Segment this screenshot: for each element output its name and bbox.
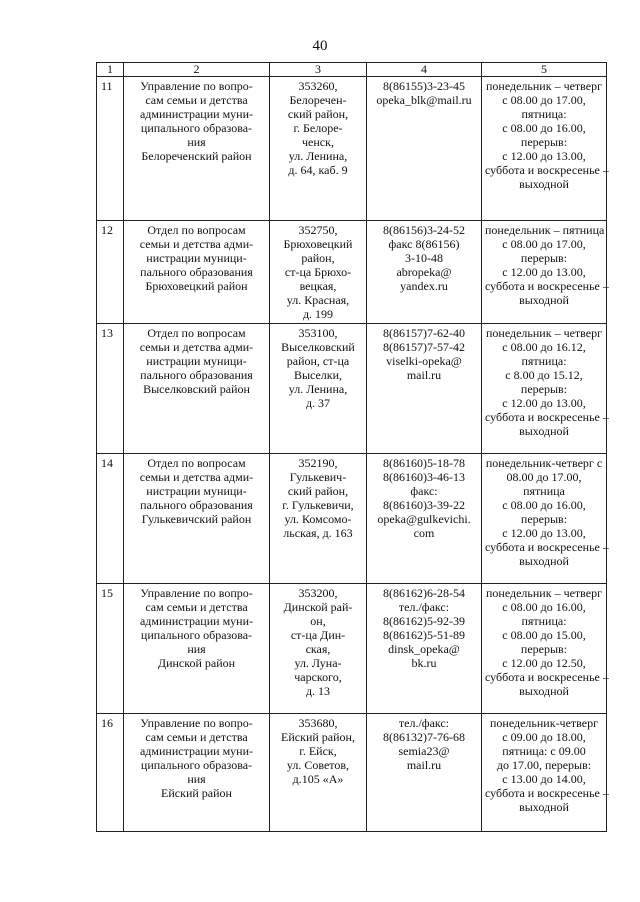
organization-name-line: пального образования <box>140 265 253 279</box>
contacts-cell <box>367 221 482 324</box>
address-line: ст-ца Дин- <box>290 628 346 642</box>
column-header: 5 <box>482 63 607 77</box>
organization-name-line: ципального образова- <box>140 628 253 642</box>
organization-name-line: Управление по вопро- <box>140 716 253 730</box>
table-row <box>97 584 607 714</box>
organization-name-cell <box>124 221 270 324</box>
schedule-line: понедельник – четверг <box>485 326 603 340</box>
organization-name-line: пального образования <box>140 368 253 382</box>
organization-name-line: семьи и детства адми- <box>139 470 254 484</box>
schedule-line: понедельник-четверг с <box>485 456 603 470</box>
row-number: 11 <box>97 77 124 221</box>
contacts-line: viselki-opeka@ <box>386 354 462 368</box>
address-line: ул. Ленина, <box>288 149 348 163</box>
organization-name-line: Ейский район <box>161 786 232 800</box>
schedule-line: перерыв: <box>520 135 568 149</box>
contacts-line: abropeka@ <box>396 265 452 279</box>
organization-name-line: ципального образова- <box>140 121 253 135</box>
contacts-line: bk.ru <box>411 656 437 670</box>
schedule-line: понедельник-четверг <box>489 716 599 730</box>
address-cell <box>270 714 367 832</box>
organization-name-line: Динской район <box>157 656 236 670</box>
schedule-line: 08.00 до 17.00, <box>506 470 582 484</box>
schedule-line: суббота и воскресенье – <box>485 163 609 177</box>
schedule-line: выходной <box>519 800 569 814</box>
contacts-line: тел./факс: <box>398 600 450 614</box>
schedule-cell <box>482 584 607 714</box>
contacts-line: 8(86132)7-76-68 <box>383 730 465 744</box>
schedule-line: с 09.00 до 18.00, <box>502 730 586 744</box>
address-line: ул. Советов, <box>286 758 350 772</box>
row-number: 16 <box>97 714 124 832</box>
schedule-line: понедельник – пятница <box>485 223 605 237</box>
address-line: чарского, <box>294 670 342 684</box>
address-line: Ейский район, <box>281 730 355 744</box>
schedule-line: с 12.00 до 12.50, <box>502 656 586 670</box>
address-line: Гулькевич- <box>289 470 347 484</box>
organization-name-line: нистрации муници- <box>146 484 247 498</box>
address-line: г. Белоре- <box>293 121 343 135</box>
schedule-line: выходной <box>519 424 569 438</box>
organization-name-line: нистрации муници- <box>146 251 247 265</box>
address-line: он, <box>310 614 326 628</box>
address-line: г. Гулькевичи, <box>282 498 354 512</box>
organization-name-line: Управление по вопро- <box>140 586 253 600</box>
address-line: ская, <box>305 642 331 656</box>
contacts-table <box>96 62 607 832</box>
organization-name-line: Управление по вопро- <box>140 79 253 93</box>
schedule-cell <box>482 77 607 221</box>
organization-name-line: администрации муни- <box>139 744 254 758</box>
address-line: ст-ца Брюхо- <box>284 265 352 279</box>
table-row <box>97 714 607 832</box>
schedule-line: суббота и воскресенье – <box>485 279 609 293</box>
address-line: 353680, <box>298 716 338 730</box>
contacts-line: 8(86160)5-18-78 <box>383 456 465 470</box>
address-line: 352190, <box>298 456 338 470</box>
organization-name-cell <box>124 584 270 714</box>
table-header-row <box>97 63 607 77</box>
table-row <box>97 77 607 221</box>
contacts-line: 8(86157)7-57-42 <box>383 340 465 354</box>
organization-name-line: пального образования <box>140 498 253 512</box>
address-line: район, <box>301 251 335 265</box>
row-number: 12 <box>97 221 124 324</box>
column-header: 4 <box>367 63 482 77</box>
organization-name-line: Гулькевичский район <box>141 512 252 526</box>
row-number: 15 <box>97 584 124 714</box>
organization-name-line: ния <box>187 772 206 786</box>
organization-name-line: ципального образова- <box>140 758 253 772</box>
address-line: 353100, <box>298 326 338 340</box>
schedule-line: с 08.00 до 17.00, <box>502 237 586 251</box>
address-line: 353260, <box>298 79 338 93</box>
contacts-line: mail.ru <box>406 368 442 382</box>
schedule-line: пятница <box>523 484 565 498</box>
column-header: 2 <box>124 63 270 77</box>
schedule-line: понедельник – четверг <box>485 79 603 93</box>
address-line: ул. Луна- <box>294 656 342 670</box>
address-line: ченск, <box>302 135 334 149</box>
organization-name-line: Отдел по вопросам <box>147 223 246 237</box>
contacts-line: тел./факс: <box>398 716 450 730</box>
schedule-line: с 12.00 до 13.00, <box>502 526 586 540</box>
address-line: ул. Красная, <box>286 293 350 307</box>
schedule-line: с 12.00 до 13.00, <box>502 265 586 279</box>
schedule-line: перерыв: <box>520 642 568 656</box>
schedule-line: выходной <box>519 684 569 698</box>
address-cell <box>270 77 367 221</box>
organization-name-line: администрации муни- <box>139 614 254 628</box>
organization-name-line: нистрации муници- <box>146 354 247 368</box>
column-header: 1 <box>97 63 124 77</box>
organization-name-cell <box>124 77 270 221</box>
schedule-line: понедельник – четверг <box>485 586 603 600</box>
schedule-line: с 12.00 до 13.00, <box>502 396 586 410</box>
address-line: Выселковский <box>281 340 355 354</box>
organization-name-line: сам семьи и детства <box>145 730 248 744</box>
contacts-cell <box>367 77 482 221</box>
schedule-line: до 17.00, перерыв: <box>496 758 592 772</box>
address-line: 352750, <box>298 223 338 237</box>
address-line: ул. Комсомо- <box>284 512 352 526</box>
schedule-line: с 08.00 до 16.00, <box>502 600 586 614</box>
organization-name-cell <box>124 454 270 584</box>
schedule-line: с 13.00 до 14.00, <box>502 772 586 786</box>
schedule-cell <box>482 714 607 832</box>
address-cell <box>270 221 367 324</box>
contacts-line: 3-10-48 <box>405 251 443 265</box>
table-row <box>97 324 607 454</box>
table-row <box>97 454 607 584</box>
organization-name-line: сам семьи и детства <box>145 93 248 107</box>
contacts-line: opeka@gulkevichi. <box>377 512 471 526</box>
schedule-line: пятница: <box>521 107 567 121</box>
organization-name-line: Отдел по вопросам <box>147 326 246 340</box>
row-number: 13 <box>97 324 124 454</box>
address-line: Брюховецкий <box>283 237 353 251</box>
address-line: 353200, <box>298 586 338 600</box>
schedule-line: суббота и воскресенье – <box>485 540 609 554</box>
contacts-line: факс 8(86156) <box>388 237 460 251</box>
column-header: 3 <box>270 63 367 77</box>
schedule-line: с 08.00 до 15.00, <box>502 628 586 642</box>
address-line: д. 13 <box>305 684 331 698</box>
table-row <box>97 221 607 324</box>
contacts-line: dinsk_opeka@ <box>388 642 460 656</box>
contacts-line: 8(86157)7-62-40 <box>383 326 465 340</box>
schedule-line: выходной <box>519 293 569 307</box>
organization-name-line: сам семьи и детства <box>145 600 248 614</box>
schedule-cell <box>482 324 607 454</box>
schedule-line: выходной <box>519 554 569 568</box>
organization-name-line: администрации муни- <box>139 107 254 121</box>
schedule-line: суббота и воскресенье – <box>485 786 609 800</box>
organization-name-line: Белореченский район <box>141 149 252 163</box>
address-line: г. Ейск, <box>299 744 337 758</box>
address-line: Выселки, <box>293 368 343 382</box>
contacts-line: mail.ru <box>406 758 442 772</box>
contacts-line: 8(86162)6-28-54 <box>383 586 465 600</box>
contacts-line: факс: <box>410 484 438 498</box>
address-cell <box>270 454 367 584</box>
address-cell <box>270 324 367 454</box>
address-line: Белоречен- <box>289 93 347 107</box>
address-line: Динской рай- <box>283 600 353 614</box>
address-line: вецкая, <box>299 279 337 293</box>
address-line: д. 199 <box>302 307 334 321</box>
row-number: 14 <box>97 454 124 584</box>
address-line: д. 37 <box>305 396 331 410</box>
schedule-line: перерыв: <box>520 251 568 265</box>
address-line: ул. Ленина, <box>288 382 348 396</box>
schedule-line: с 12.00 до 13.00, <box>502 149 586 163</box>
address-cell <box>270 584 367 714</box>
schedule-line: суббота и воскресенье – <box>485 670 609 684</box>
contacts-line: 8(86160)3-39-22 <box>383 498 465 512</box>
page-number: 40 <box>312 38 328 54</box>
organization-name-cell <box>124 714 270 832</box>
address-line: район, ст-ца <box>286 354 350 368</box>
organization-name-line: семьи и детства адми- <box>139 237 254 251</box>
schedule-line: выходной <box>519 177 569 191</box>
schedule-line: пятница: <box>521 354 567 368</box>
contacts-line: semia23@ <box>398 744 450 758</box>
schedule-line: с 08.00 до 16.12, <box>502 340 586 354</box>
contacts-line: 8(86155)3-23-45 <box>383 79 465 93</box>
organization-name-cell <box>124 324 270 454</box>
schedule-line: с 08.00 до 16.00, <box>502 498 586 512</box>
contacts-line: 8(86160)3-46-13 <box>383 470 465 484</box>
address-line: д.105 «А» <box>292 772 344 786</box>
contacts-cell <box>367 324 482 454</box>
schedule-line: с 08.00 до 17.00, <box>502 93 586 107</box>
organization-name-line: ния <box>187 642 206 656</box>
address-line: ский район, <box>287 107 349 121</box>
contacts-cell <box>367 584 482 714</box>
schedule-line: перерыв: <box>520 382 568 396</box>
address-line: д. 64, каб. 9 <box>288 163 348 177</box>
organization-name-line: Выселковский район <box>143 382 250 396</box>
organization-name-line: ния <box>187 135 206 149</box>
address-line: льская, д. 163 <box>283 526 353 540</box>
contacts-line: opeka_blk@mail.ru <box>376 93 472 107</box>
organization-name-line: Отдел по вопросам <box>147 456 246 470</box>
schedule-line: с 8.00 до 15.12, <box>505 368 583 382</box>
contacts-cell <box>367 454 482 584</box>
contacts-cell <box>367 714 482 832</box>
contacts-line: 8(86162)5-51-89 <box>383 628 465 642</box>
contacts-line: 8(86162)5-92-39 <box>383 614 465 628</box>
organization-name-line: семьи и детства адми- <box>139 340 254 354</box>
address-line: ский район, <box>287 484 349 498</box>
schedule-line: суббота и воскресенье – <box>485 410 609 424</box>
schedule-line: перерыв: <box>520 512 568 526</box>
schedule-cell <box>482 454 607 584</box>
contacts-line: com <box>413 526 435 540</box>
schedule-line: с 08.00 до 16.00, <box>502 121 586 135</box>
schedule-line: пятница: с 09.00 <box>502 744 586 758</box>
organization-name-line: Брюховецкий район <box>145 279 248 293</box>
schedule-cell <box>482 221 607 324</box>
contacts-line: 8(86156)3-24-52 <box>383 223 465 237</box>
schedule-line: пятница: <box>521 614 567 628</box>
contacts-line: yandex.ru <box>400 279 448 293</box>
